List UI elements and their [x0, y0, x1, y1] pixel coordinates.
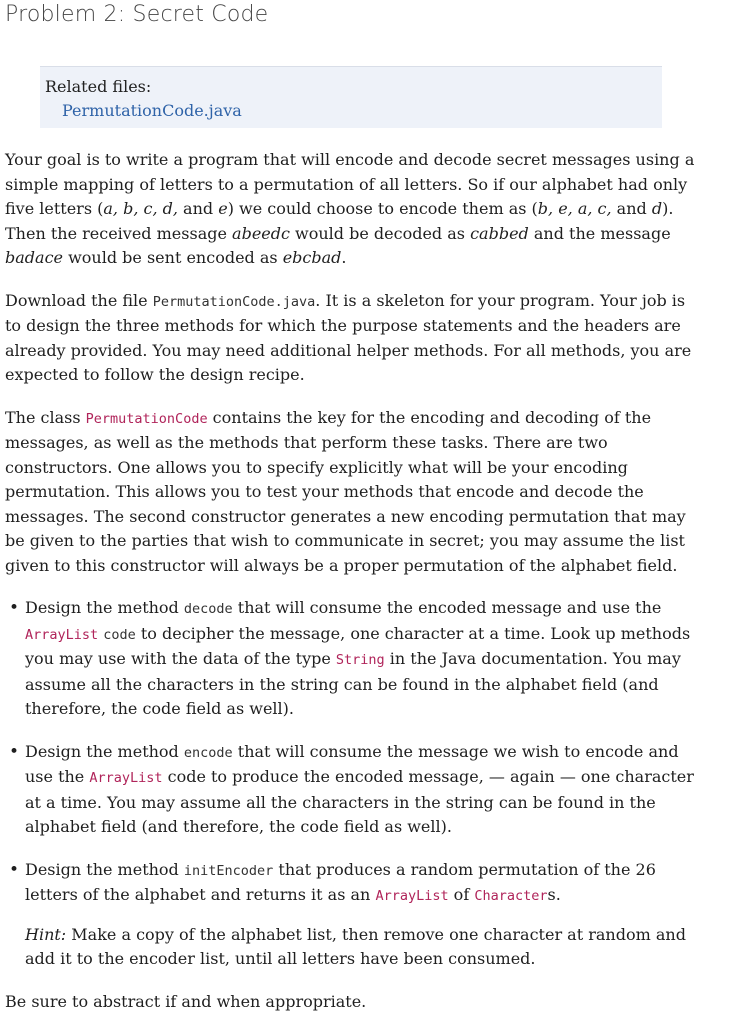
- download-paragraph: Download the file PermutationCode.java. It is a skeleton for your program. Your job is to design the three methods for which the purpose statements and the headers are already provided. You may need additional helper methods. For all methods, you are expected to follow the design recipe.: [5, 290, 692, 384]
- problem-body: [5, 148, 705, 1032]
- related-file-link[interactable]: PermutationCode.java: [62, 101, 242, 120]
- closing-paragraph: Be sure to abstract if and when appropriate.: [5, 991, 367, 1011]
- class-code: PermutationCode: [85, 410, 208, 427]
- task-list: [5, 596, 705, 972]
- related-files-box: [40, 66, 662, 128]
- intro-paragraph: Your goal is to write a program that will encode and decode secret messages using a simple mapping of letters to a permutation of all letters. So if our alphabet had only five letters (a, b, c, d, and e) we could choose to encode them as (b, e, a, c, and d). Then the received message abeedc would be decoded as cabbed and the message badace would be sent encoded as ebcbad.: [5, 150, 695, 267]
- file-code: PermutationCode.java: [152, 293, 316, 310]
- list-item: • Design the method initEncoder that produces a random permutation of the 26 letters of the alphabet and returns it as an ArrayList of Characters. Hint: Make a copy of the alphabet list, then remove one character at random and add it to the encoder list, until all letters have been consumed.: [25, 858, 705, 972]
- page-title: Problem 2: Secret Code: [5, 2, 269, 27]
- list-item: • Design the method decode that will consume the encoded message and use the ArrayList code to decipher the message, one character at a time. Look up methods you may use with the data of the type String in the Java documentation. You may assume all the characters in the string can be found in the alphabet field (and therefore, the code field as well).: [25, 596, 705, 722]
- class-paragraph: The class PermutationCode contains the key for the encoding and decoding of the messages, as well as the methods that perform these tasks. There are two constructors. One allows you to specify explicitly what will be your encoding permutation. This allows you to test your methods that encode and decode the messages. The second constructor generates a new encoding permutation that may be given to the parties that wish to communicate in secret; you may assume the list given to this constructor will always be a proper permutation of the alphabet field.: [5, 407, 686, 575]
- related-files-label: Related files:: [45, 77, 152, 96]
- list-item: • Design the method encode that will consume the message we wish to encode and use the ArrayList code to produce the encoded message, — again — one character at a time. You may assume all the characters in the string can be found in the alphabet field (and therefore, the code field as well).: [25, 740, 705, 840]
- hint-text: Hint: Make a copy of the alphabet list, then remove one character at random and add it to the encoder list, until all letters have been consumed.: [25, 924, 686, 968]
